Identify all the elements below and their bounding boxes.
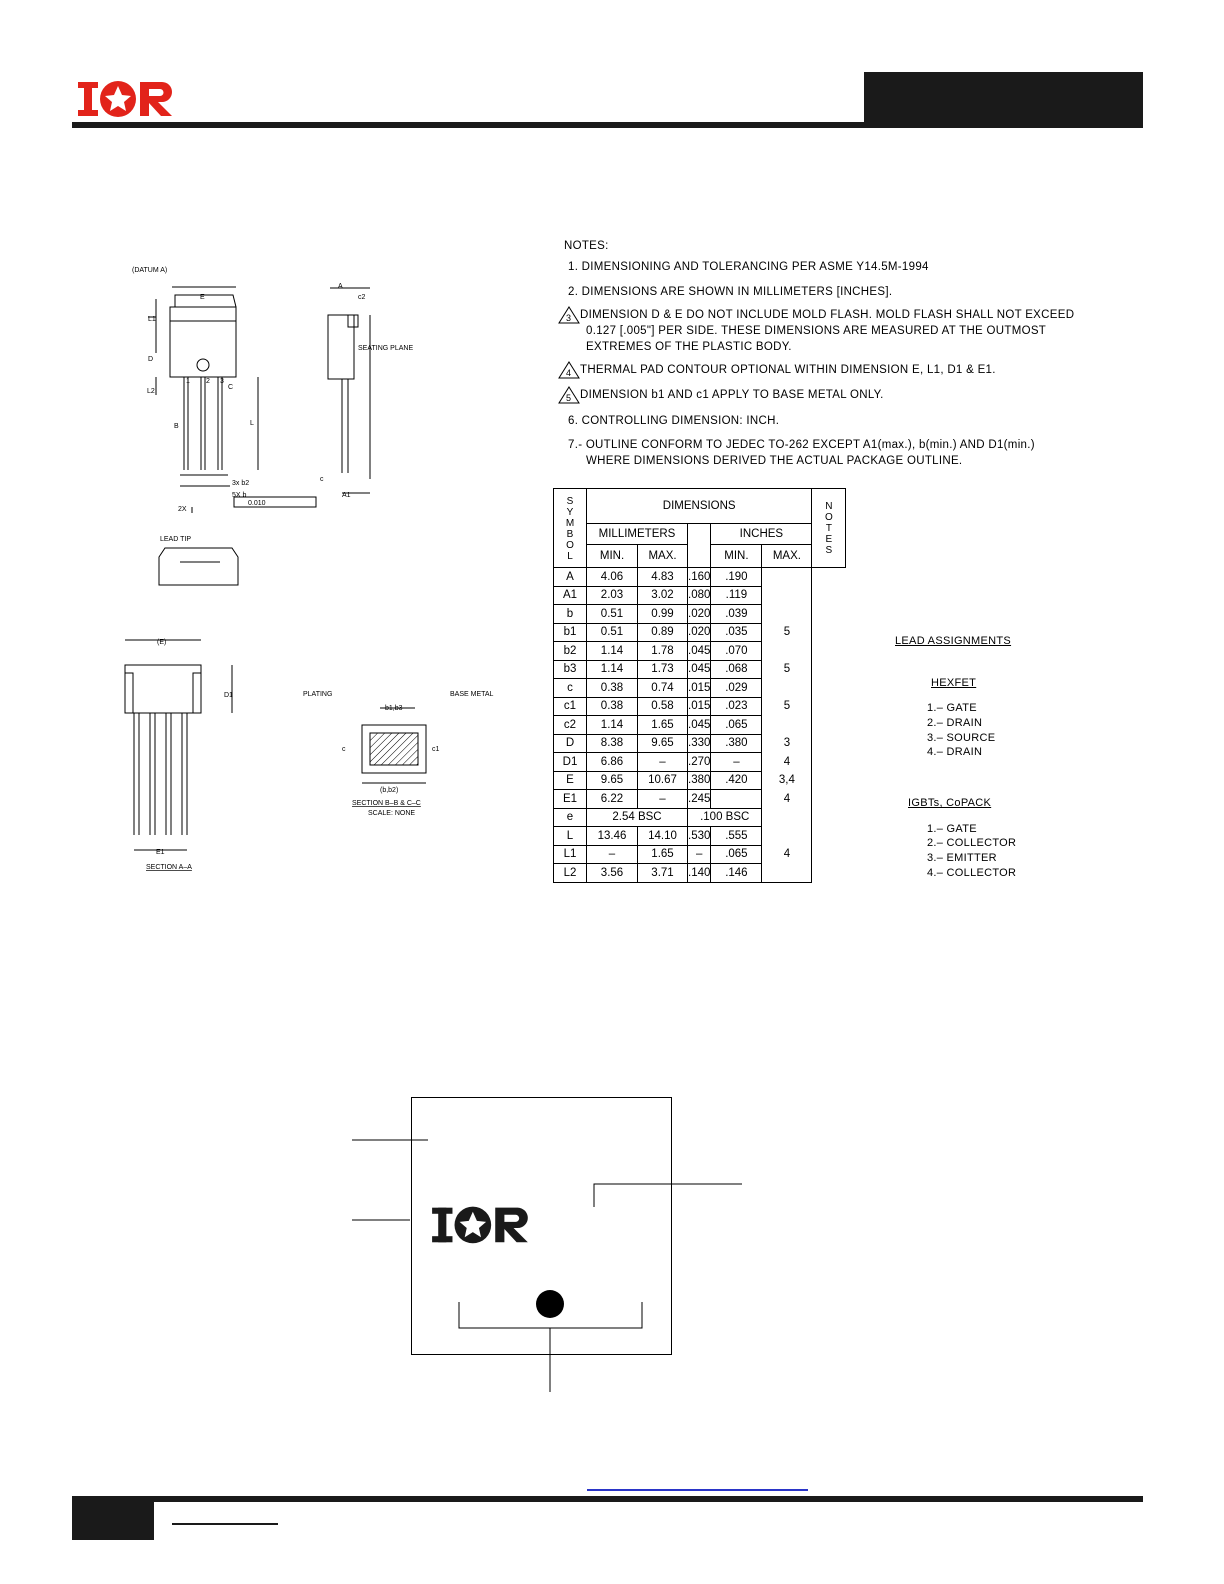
label-B: B	[174, 423, 179, 430]
table-cell: 4	[762, 790, 812, 809]
table-cell: .380	[688, 771, 711, 790]
table-cell: 6.86	[587, 753, 638, 772]
table-cell: .140	[688, 864, 711, 883]
note-4: 4 THERMAL PAD CONTOUR OPTIONAL WITHIN DIMENSION E, L1, D1 & E1.	[558, 361, 996, 379]
igbt-lead-3: 3.– EMITTER	[927, 852, 997, 864]
label-lead-tip: LEAD TIP	[160, 536, 191, 543]
table-cell: .023	[711, 697, 762, 716]
table-cell: .190	[711, 568, 762, 587]
table-cell: .029	[711, 679, 762, 698]
table-cell: 0.38	[587, 697, 638, 716]
table-row	[554, 679, 846, 698]
note-1: 1. DIMENSIONING AND TOLERANCING PER ASME Y14.5M-1994	[568, 261, 929, 273]
table-cell: .080	[688, 586, 711, 605]
package-outline-drawing	[120, 255, 520, 895]
table-row	[554, 716, 846, 735]
in-header: INCHES	[711, 524, 812, 545]
table-cell: .045	[688, 716, 711, 735]
table-row	[554, 642, 846, 661]
table-cell: 0.58	[638, 697, 688, 716]
table-row	[554, 697, 846, 716]
mm-header: MILLIMETERS	[587, 524, 688, 545]
table-cell: 14.10	[638, 827, 688, 846]
in-max-header: MAX.	[762, 545, 812, 568]
table-cell: .065	[711, 845, 762, 864]
table-cell: .015	[688, 679, 711, 698]
table-cell: 0.99	[638, 605, 688, 624]
table-cell: .245	[688, 790, 711, 809]
table-cell: E1	[554, 790, 587, 809]
label-L2: L2	[147, 388, 155, 395]
table-cell: .020	[688, 623, 711, 642]
table-cell: .015	[688, 697, 711, 716]
table-cell: 4	[762, 753, 812, 772]
label-side-A: A	[338, 283, 343, 290]
table-cell: 3,4	[762, 771, 812, 790]
label-3x-b2: 3x b2	[232, 480, 250, 487]
note-2: 2. DIMENSIONS ARE SHOWN IN MILLIMETERS [INCHES].	[568, 286, 893, 298]
warning-triangle-icon	[558, 361, 580, 379]
hexfet-title: HEXFET	[931, 677, 977, 689]
table-cell: L	[554, 827, 587, 846]
igbt-lead-1: 1.– GATE	[927, 823, 977, 835]
table-cell: D	[554, 734, 587, 753]
label-base-metal: BASE METAL	[450, 691, 494, 698]
label-seating-plane: SEATING PLANE	[358, 345, 414, 352]
note-3-cont1: 0.127 [.005"] PER SIDE. THESE DIMENSIONS ARE MEASURED AT THE OUTMOST	[586, 325, 1047, 337]
table-cell: 4.06	[587, 568, 638, 587]
ior-logo-icon	[426, 1205, 538, 1247]
table-cell: 4	[762, 845, 812, 864]
label-2x: 2X	[178, 506, 187, 513]
hexfet-lead-1: 1.– GATE	[927, 702, 977, 714]
label-c: c	[320, 476, 324, 483]
note-7-cont: WHERE DIMENSIONS DERIVED THE ACTUAL PACKAGE OUTLINE.	[586, 455, 963, 467]
table-cell: .020	[688, 605, 711, 624]
ior-logo-icon	[72, 80, 182, 120]
table-cell	[762, 605, 812, 624]
table-cell: 10.67	[638, 771, 688, 790]
label-E: E	[200, 294, 205, 301]
label-c2: c2	[358, 294, 366, 301]
table-cell: .065	[711, 716, 762, 735]
table-cell	[762, 716, 812, 735]
table-cell: 1.65	[638, 845, 688, 864]
table-cell: .119	[711, 586, 762, 605]
label-D: D	[148, 356, 154, 363]
label-L: L	[250, 420, 254, 427]
table-cell: 1.14	[587, 660, 638, 679]
table-row	[554, 660, 846, 679]
table-cell: 1.14	[587, 716, 638, 735]
label-section-aa: SECTION A–A	[146, 864, 192, 871]
table-cell: L2	[554, 864, 587, 883]
note-6: 6. CONTROLLING DIMENSION: INCH.	[568, 415, 780, 427]
igbt-lead-4: 4.– COLLECTOR	[927, 867, 1017, 879]
table-cell: .270	[688, 753, 711, 772]
label-D1: D1	[224, 692, 233, 699]
table-cell: .146	[711, 864, 762, 883]
table-cell: e	[554, 808, 587, 827]
table-row	[554, 753, 846, 772]
table-cell: A1	[554, 586, 587, 605]
table-row	[554, 808, 846, 827]
table-cell: 0.51	[587, 605, 638, 624]
table-cell: 8.38	[587, 734, 638, 753]
svg-text:4: 4	[566, 368, 572, 378]
table-cell: 0.89	[638, 623, 688, 642]
dimensions-header: DIMENSIONS	[587, 489, 812, 524]
part-marking-leaders	[340, 1090, 760, 1400]
table-cell: .035	[711, 623, 762, 642]
pin1-marker-dot	[536, 1290, 564, 1318]
table-cell: c1	[554, 697, 587, 716]
table-cell: 1.73	[638, 660, 688, 679]
mm-min-header: MIN.	[587, 545, 638, 568]
table-row	[554, 864, 846, 883]
table-cell: .420	[711, 771, 762, 790]
table-cell: 2.54 BSC	[587, 808, 688, 827]
table-cell	[762, 679, 812, 698]
label-section-bb: SECTION B–B & C–C	[352, 800, 421, 807]
table-cell: 0.51	[587, 623, 638, 642]
table-cell: b3	[554, 660, 587, 679]
table-row	[554, 568, 846, 587]
table-cell: b	[554, 605, 587, 624]
warning-triangle-icon	[558, 306, 580, 324]
table-cell: 6.22	[587, 790, 638, 809]
label-bb2: (b,b2)	[380, 787, 399, 794]
label-pin3: 3	[220, 378, 224, 385]
table-cell: .330	[688, 734, 711, 753]
table-cell: 0.38	[587, 679, 638, 698]
label-E-paren: (E)	[157, 639, 167, 646]
table-cell	[762, 827, 812, 846]
hexfet-lead-2: 2.– DRAIN	[927, 717, 983, 729]
table-cell: –	[638, 790, 688, 809]
hexfet-lead-4: 4.– DRAIN	[927, 746, 983, 758]
table-cell	[762, 808, 812, 827]
table-row	[554, 827, 846, 846]
table-cell	[762, 642, 812, 661]
header-logo	[72, 80, 182, 120]
table-cell: .070	[711, 642, 762, 661]
table-cell: c	[554, 679, 587, 698]
note-7: 7.- OUTLINE CONFORM TO JEDEC TO-262 EXCEPT A1(max.), b(min.) AND D1(min.)	[568, 439, 1035, 451]
table-row	[554, 623, 846, 642]
marking-logo	[426, 1205, 538, 1247]
table-cell: 1.65	[638, 716, 688, 735]
table-cell: E	[554, 771, 587, 790]
table-cell: 2.03	[587, 586, 638, 605]
table-cell: 3	[762, 734, 812, 753]
label-plating: PLATING	[303, 691, 333, 698]
lead-assignments-title: LEAD ASSIGNMENTS	[895, 635, 1012, 647]
table-cell	[762, 568, 812, 587]
table-cell: 9.65	[587, 771, 638, 790]
label-scale: SCALE: NONE	[368, 810, 416, 817]
in-min-header: MIN.	[711, 545, 762, 568]
label-5x-b: 5X b	[232, 492, 247, 499]
table-cell: 5	[762, 697, 812, 716]
label-c1: c1	[432, 746, 440, 753]
table-cell: .045	[688, 642, 711, 661]
table-cell: 0.74	[638, 679, 688, 698]
label-b1b3: b1,b3	[385, 705, 403, 712]
table-cell	[711, 790, 762, 809]
note-3-cont2: EXTREMES OF THE PLASTIC BODY.	[586, 341, 792, 353]
table-cell: A	[554, 568, 587, 587]
header-rule	[72, 122, 1143, 128]
table-cell: .555	[711, 827, 762, 846]
table-row	[554, 845, 846, 864]
table-row	[554, 586, 846, 605]
label-datum-a: (DATUM A)	[132, 267, 168, 274]
footer-date-rule	[172, 1523, 278, 1525]
front-view-leads	[184, 377, 222, 470]
svg-text:3: 3	[566, 313, 572, 323]
hexfet-lead-3: 3.– SOURCE	[927, 732, 996, 744]
note-3: 3 DIMENSION D & E DO NOT INCLUDE MOLD FLASH. MOLD FLASH SHALL NOT EXCEED	[558, 306, 1074, 324]
table-row	[554, 790, 846, 809]
warning-triangle-icon	[558, 386, 580, 404]
table-cell: 9.65	[638, 734, 688, 753]
label-L1: L1	[148, 316, 156, 323]
label-E1: E1	[156, 849, 165, 856]
notes-header: N O T E S	[812, 489, 846, 568]
table-cell: D1	[554, 753, 587, 772]
table-cell: –	[587, 845, 638, 864]
table-cell: .380	[711, 734, 762, 753]
table-cell: 5	[762, 660, 812, 679]
mm-max-header: MAX.	[638, 545, 688, 568]
table-row	[554, 605, 846, 624]
table-cell: 13.46	[587, 827, 638, 846]
note-5: 5 DIMENSION b1 AND c1 APPLY TO BASE METAL ONLY.	[558, 386, 884, 404]
table-cell: .530	[688, 827, 711, 846]
dimensions-table	[553, 488, 846, 883]
label-pin1: 1	[186, 378, 190, 385]
table-cell: c2	[554, 716, 587, 735]
table-cell: –	[638, 753, 688, 772]
label-A1: A1	[342, 492, 351, 499]
svg-text:5: 5	[566, 393, 572, 403]
table-cell: 5	[762, 623, 812, 642]
table-cell: 1.78	[638, 642, 688, 661]
table-cell: 3.71	[638, 864, 688, 883]
table-cell: 3.02	[638, 586, 688, 605]
label-c-section: c	[342, 746, 346, 753]
footer-rule	[72, 1496, 1143, 1502]
table-row	[554, 734, 846, 753]
label-C: C	[228, 384, 234, 391]
table-row	[554, 771, 846, 790]
footer-link-underline[interactable]	[587, 1489, 808, 1491]
table-cell: b2	[554, 642, 587, 661]
table-cell: –	[711, 753, 762, 772]
table-cell	[762, 864, 812, 883]
table-cell: L1	[554, 845, 587, 864]
table-cell: .068	[711, 660, 762, 679]
label-pin2: 2	[206, 378, 210, 385]
notes-title: NOTES:	[564, 240, 609, 252]
table-cell: .160	[688, 568, 711, 587]
label-tol: 0.010	[248, 500, 266, 507]
table-cell	[762, 586, 812, 605]
footer-page-block	[72, 1496, 154, 1540]
table-cell: 4.83	[638, 568, 688, 587]
header-black-block	[864, 72, 1143, 128]
table-cell: b1	[554, 623, 587, 642]
table-cell: 1.14	[587, 642, 638, 661]
igbt-title: IGBTs, CoPACK	[908, 797, 992, 809]
table-cell: .045	[688, 660, 711, 679]
table-cell: .039	[711, 605, 762, 624]
table-cell: 3.56	[587, 864, 638, 883]
symbol-header: S Y M B O L	[554, 489, 587, 568]
table-cell: –	[688, 845, 711, 864]
igbt-lead-2: 2.– COLLECTOR	[927, 837, 1017, 849]
table-cell: .100 BSC	[688, 808, 762, 827]
